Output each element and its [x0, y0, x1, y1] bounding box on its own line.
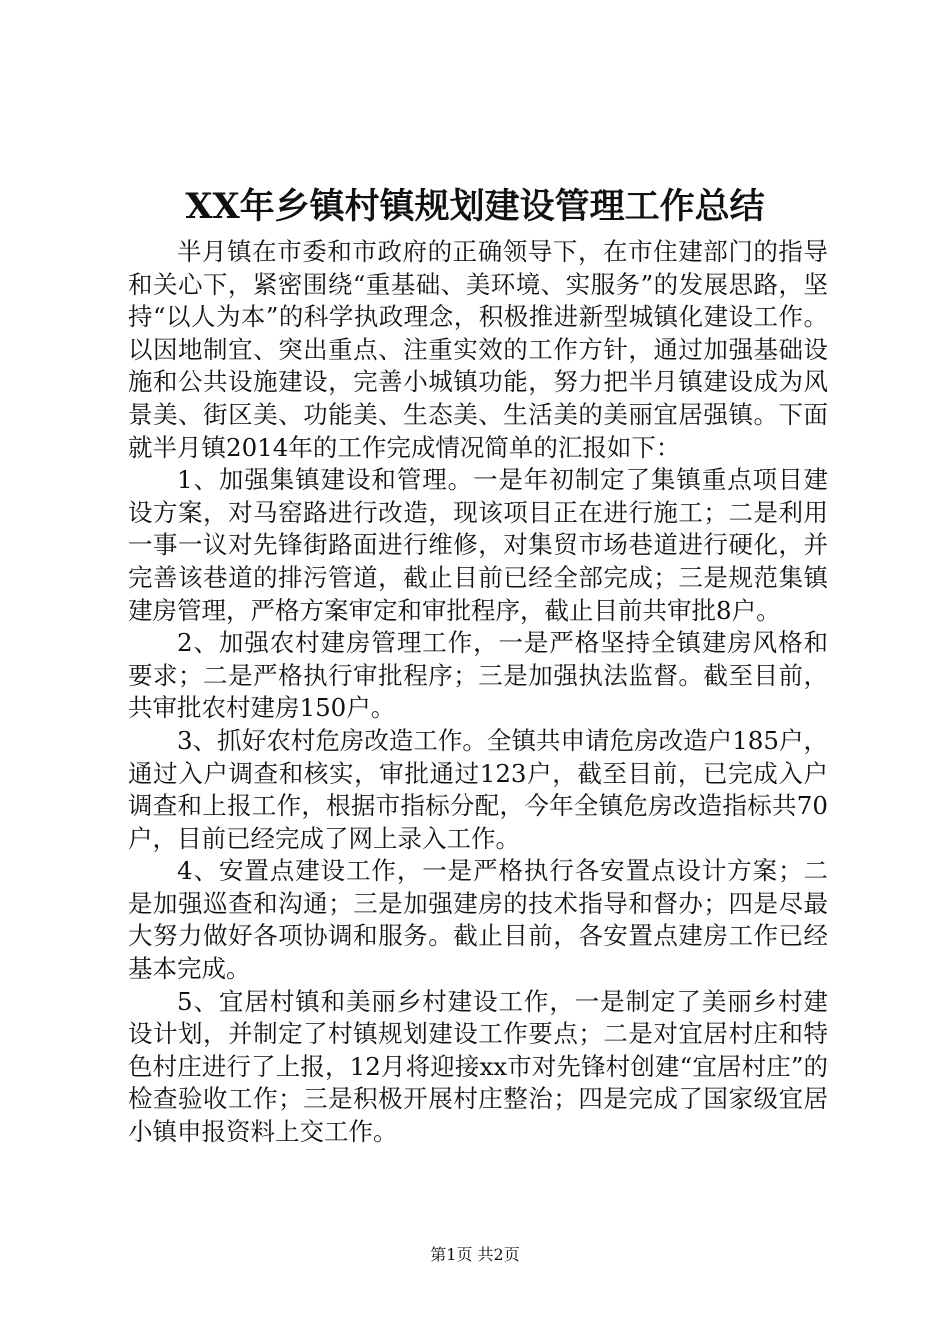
paragraph-item-2: 2、加强农村建房管理工作，一是严格坚持全镇建房风格和要求；二是严格执行审批程序；三是加强执法监督。截至目前，共审批农村建房150户。: [128, 628, 828, 723]
paragraph-item-4: 4、安置点建设工作，一是严格执行各安置点设计方案；二是加强巡查和沟通；三是加强建房的技术指导和督办；四是尽最大努力做好各项协调和服务。截止目前，各安置点建房工作已经基本完成。: [128, 856, 828, 984]
paragraph-item-5: 5、宜居村镇和美丽乡村建设工作，一是制定了美丽乡村建设计划，并制定了村镇规划建设工作要点；二是对宜居村庄和特色村庄进行了上报，12月将迎接xx市对先锋村创建“宜居村庄”的检查验收工作；三是积极开展村庄整治；四是完成了国家级宜居小镇申报资料上交工作。: [128, 986, 828, 1147]
page-footer: 第1页 共2页: [430, 1245, 520, 1264]
paragraph-intro: 半月镇在市委和市政府的正确领导下，在市住建部门的指导和关心下，紧密围绕“重基础、美环境、实服务”的发展思路，坚持“以人为本”的科学执政理念，积极推进新型城镇化建设工作。以因地制宜、突出重点、注重实效的工作方针，通过加强基础设施和公共设施建设，完善小城镇功能，努力把半月镇建设成为风景美、街区美、功能美、生态美、生活美的美丽宜居强镇。下面就半月镇2014年的工作完成情况简单的汇报如下：: [128, 237, 828, 462]
document-title: XX年乡镇村镇规划建设管理工作总结: [185, 186, 765, 227]
paragraph-item-1: 1、加强集镇建设和管理。一是年初制定了集镇重点项目建设方案，对马窑路进行改造，现该项目正在进行施工；二是利用一事一议对先锋街路面进行维修，对集贸市场巷道进行硬化，并完善该巷道的排污管道，截止目前已经全部完成；三是规范集镇建房管理，严格方案审定和审批程序，截止目前共审批8户。: [128, 465, 828, 625]
document-body: [128, 236, 828, 1149]
paragraph-item-3: 3、抓好农村危房改造工作。全镇共申请危房改造户185户，通过入户调查和核实，审批通过123户，截至目前，已完成入户调查和上报工作，根据市指标分配，今年全镇危房改造指标共70户，目前已经完成了网上录入工作。: [128, 725, 828, 853]
